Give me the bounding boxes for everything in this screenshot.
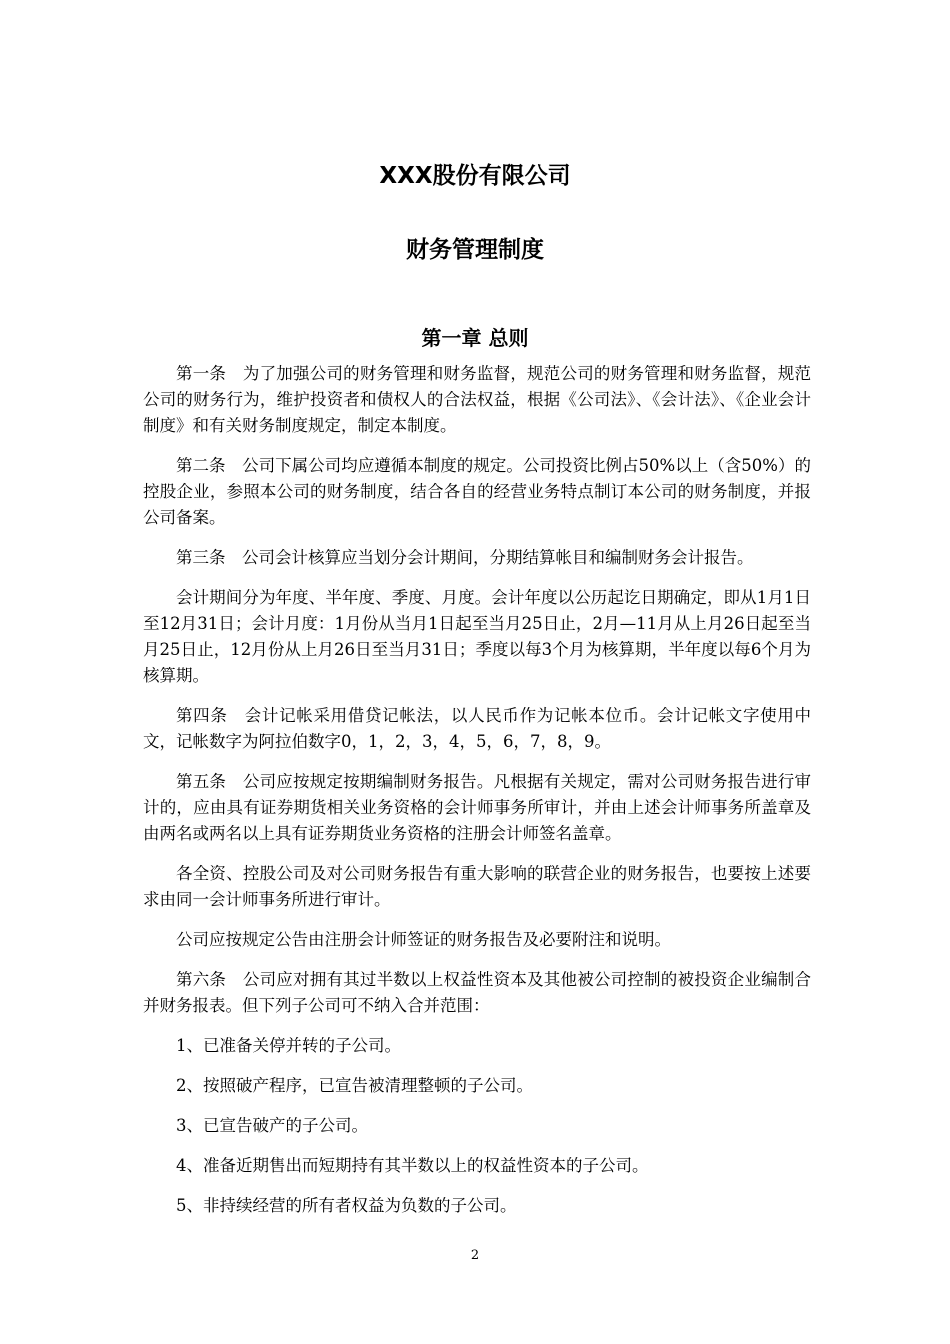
article-6-paragraph: 第六条 公司应对拥有其过半数以上权益性资本及其他被公司控制的被投资企业编制合并财务报表。但下列子公司可不纳入合并范围： [143, 970, 811, 1015]
document-body [143, 361, 811, 1233]
disclosure-paragraph: 公司应按规定公告由注册会计师签证的财务报告及必要附注和说明。 [176, 930, 671, 949]
list-item: 5、非持续经营的所有者权益为负数的子公司。 [176, 1196, 517, 1215]
article-5-paragraph: 第五条 公司应按规定按期编制财务报告。凡根据有关规定，需对公司财务报告进行审计的，应由具有证券期货相关业务资格的会计师事务所审计，并由上述会计师事务所盖章及由两名或两名以上具有证券期货业务资格的注册会计师签名盖章。 [143, 772, 811, 843]
article-4-paragraph: 第四条 会计记帐采用借贷记帐法，以人民币作为记帐本位币。会计记帐文字使用中文，记帐数字为阿拉伯数字0，1，2，3，4，5，6，7，8，9。 [143, 706, 811, 751]
chapter-heading: 第一章 总则 [421, 326, 529, 350]
article-2-paragraph: 第二条 公司下属公司均应遵循本制度的规定。公司投资比例占50%以上（含50%）的控股企业，参照本公司的财务制度，结合各自的经营业务特点制订本公司的财务制度，并报公司备案。 [143, 456, 811, 527]
company-title: XXX股份有限公司 [379, 163, 571, 189]
audit-requirement-paragraph: 各全资、控股公司及对公司财务报告有重大影响的联营企业的财务报告，也要按上述要求由同一会计师事务所进行审计。 [143, 864, 811, 909]
list-item: 1、已准备关停并转的子公司。 [176, 1036, 401, 1055]
list-item: 4、准备近期售出而短期持有其半数以上的权益性资本的子公司。 [176, 1156, 649, 1175]
document-title: 财务管理制度 [406, 237, 544, 263]
accounting-period-paragraph: 会计期间分为年度、半年度、季度、月度。会计年度以公历起讫日期确定，即从1月1日至12月31日；会计月度：1月份从当月1日起至当月25日止，2月—11月从上月26日起至当月25日止，12月份从上月26日至当月31日；季度以每3个月为核算期，半年度以每6个月为核算期。 [143, 588, 811, 685]
article-3-paragraph: 第三条 公司会计核算应当划分会计期间，分期结算帐目和编制财务会计报告。 [176, 548, 754, 567]
list-item: 2、按照破产程序，已宣告被清理整顿的子公司。 [176, 1076, 533, 1095]
list-item: 3、已宣告破产的子公司。 [176, 1116, 368, 1135]
article-1-paragraph: 第一条 为了加强公司的财务管理和财务监督，规范公司的财务管理和财务监督，规范公司的财务行为，维护投资者和债权人的合法权益，根据《公司法》、《会计法》、《企业会计制度》和有关财务制度规定，制定本制度。 [143, 364, 811, 435]
page-number: 2 [470, 1248, 480, 1263]
